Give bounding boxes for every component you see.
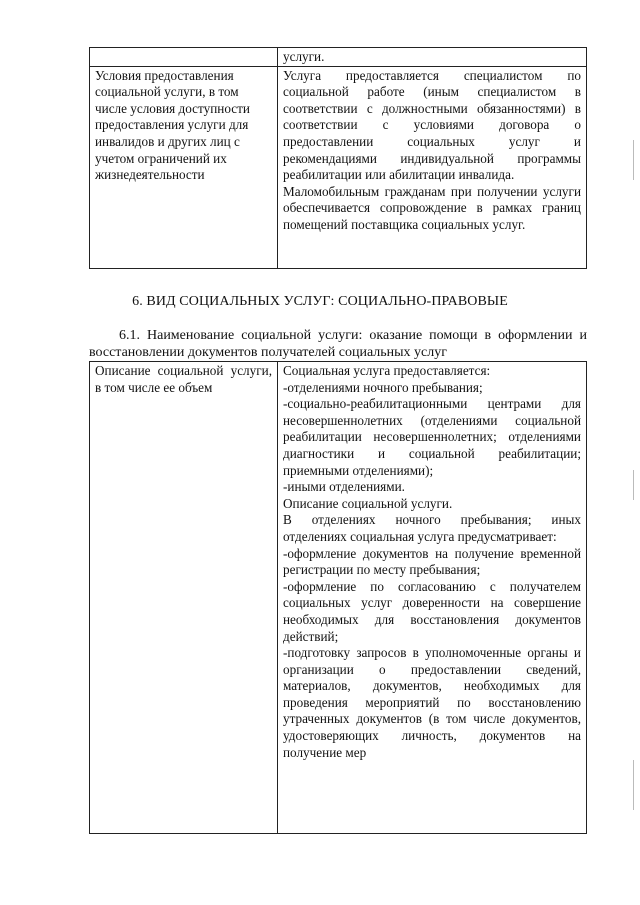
conditions-label-cell: [90, 66, 278, 268]
description-line: -иными отделениями.: [283, 479, 405, 495]
label-line: предоставления услуги для: [95, 117, 249, 133]
description-line: Описание социальной услуги.: [283, 495, 453, 511]
description-label-cell: Описание социальной услуги, в том числе ее объем: [90, 362, 278, 834]
description-line: -социально-реабилитационными центрами для несовершеннолетних (отделениями социальной реабилитации несовершеннолетних; отделениями диагностики и социальной реабилитации; приемными отделениями);: [283, 396, 581, 478]
description-line: Социальная услуга предоставляется:: [283, 363, 491, 378]
mobility-paragraph: Маломобильным гражданам при получении услуги обеспечивается сопровождение в рамках границ помещений поставщика социальных услуг.: [283, 183, 581, 232]
scan-artifact: [633, 760, 634, 810]
description-text-cell: [278, 362, 587, 834]
label-line: социальной услуги, в том: [95, 84, 239, 100]
label-line: жизнедеятельности: [95, 167, 205, 183]
label-line: числе условия доступности: [95, 100, 250, 116]
label-line: учетом ограничений их: [95, 150, 227, 166]
conditions-text-cell: [278, 66, 587, 268]
description-line: -отделениями ночного пребывания;: [283, 379, 483, 395]
table-row: [90, 48, 587, 67]
description-line: -оформление по согласованию с получателем социальных услуг доверенности на совершение необходимых для восстановления документов действий;: [283, 578, 581, 644]
description-line: -подготовку запросов в уполномоченные органы и организации о предоставлении сведений, материалов, документов, необходимых для проведения мероприятий по восстановлению утраченных документов (в том числе документов, удостоверяющих личность, документов на получение мер: [283, 645, 581, 760]
conditions-paragraph: Услуга предоставляется специалистом по социальной работе (иным специалистом в соответствии с должностными обязанностями) в соответствии с условиями договора о предоставлении социальных услуг и рекомендациями индивидуальной программы реабилитации или абилитации инвалида.: [283, 67, 581, 183]
service-description-table: [89, 361, 587, 834]
scan-artifact: [633, 140, 634, 180]
table-row: [90, 362, 587, 834]
conditions-table: [89, 47, 587, 269]
service-name-paragraph: 6.1. Наименование социальной услуги: оказание помощи в оформлении и восстановлении документов получателей социальных услуг: [89, 328, 587, 360]
description-line: -оформление документов на получение временной регистрации по месту пребывания;: [283, 545, 581, 578]
label-line: инвалидов и других лиц с: [95, 133, 240, 149]
table-row: [90, 66, 587, 268]
section-heading: 6. ВИД СОЦИАЛЬНЫХ УСЛУГ: СОЦИАЛЬНО-ПРАВОВЫЕ: [132, 294, 508, 309]
label-line: Условия предоставления: [95, 67, 234, 83]
continuation-cell: услуги.: [278, 48, 587, 67]
description-line: В отделениях ночного пребывания; иных отделениях социальная услуга предусматривает:: [283, 512, 581, 544]
scan-artifact: [633, 470, 634, 500]
empty-label-cell: [90, 48, 278, 67]
